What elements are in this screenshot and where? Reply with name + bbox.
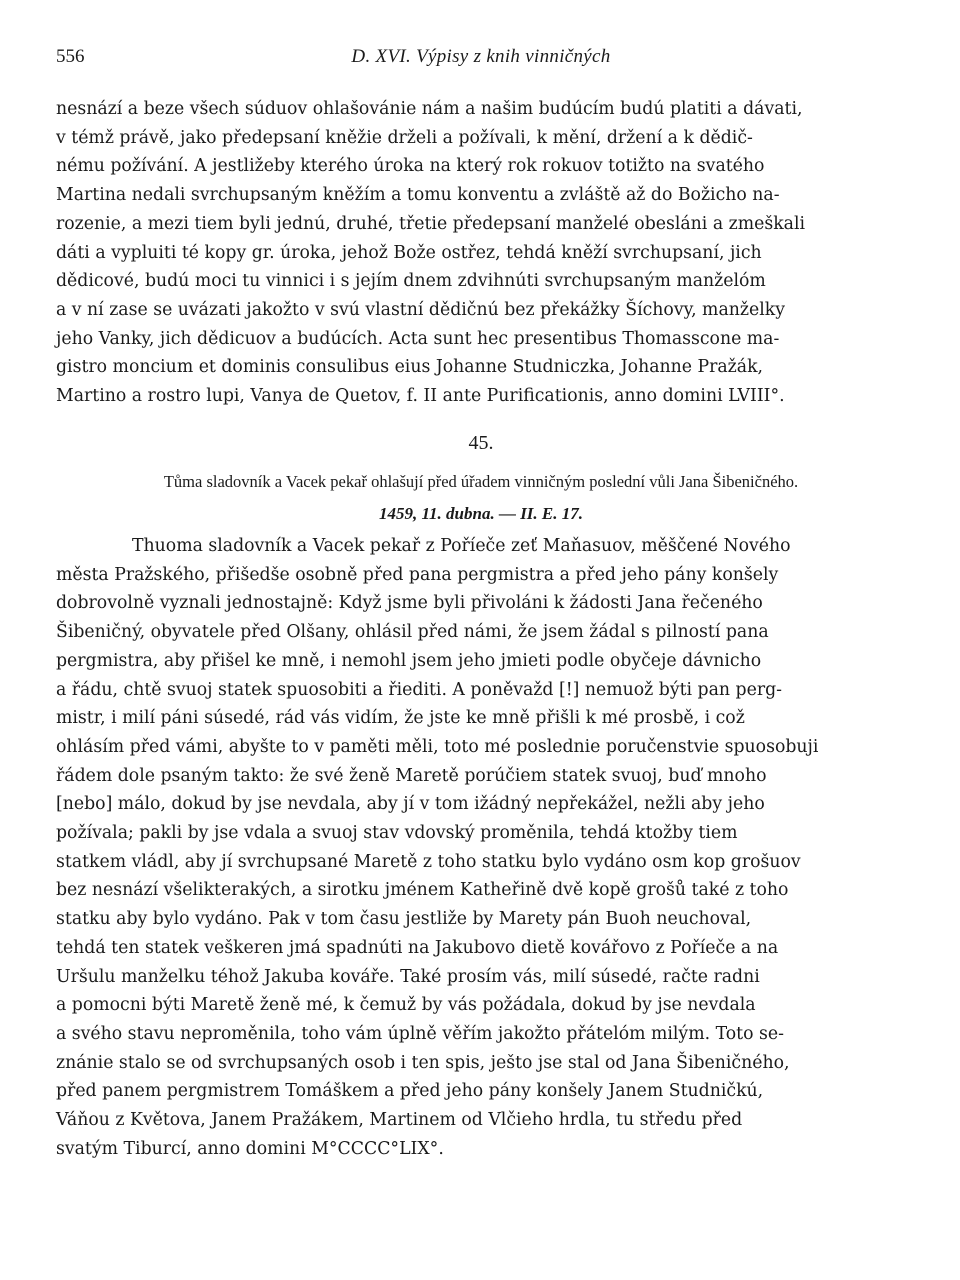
text-line: bez nesnází všelikterakých, a sirotku jménem Katheřině dvě kopě grošů také z toho <box>56 880 789 901</box>
text-line: Váňou z Květova, Janem Pražákem, Martinem od Vlčieho hrdla, tu středu před <box>56 1110 743 1131</box>
page-number: 556 <box>56 46 85 67</box>
text-line: Uršulu manželku téhož Jakuba kováře. Také prosím vás, milí súsedé, račte radni <box>56 966 760 987</box>
text-line: a řádu, chtě svuoj statek spuosobiti a řiediti. A poněvažd [!] nemuož býti pan perg- <box>56 679 782 700</box>
text-line: jeho Vanky, jich dědicuov a budúcích. Acta sunt hec presentibus Thomasscone ma- <box>56 328 780 349</box>
running-head: D. XVI. Výpisy z knih vinničných <box>351 46 611 67</box>
text-line: dáti a vypluiti té kopy gr. úroka, jehož Bože ostřez, tehdá kněží svrchupsaní, jich <box>56 242 762 263</box>
text-line: Martino a rostro lupi, Vanya de Quetov, f. II ante Purificationis, anno domini LVIII°. <box>56 386 785 407</box>
text-line: tehdá ten statek veškeren jmá spadnúti na Jakubovo dietě kovářovo z Poříeče a na <box>56 937 779 958</box>
document-date: 1459, 11. dubna. — II. E. 17. <box>378 504 584 523</box>
document-number: 45. <box>468 432 494 454</box>
text-line: [nebo] málo, dokud by jse nevdala, aby jí v tom ižádný nepřekážel, nežli aby jeho <box>56 794 765 815</box>
text-line: a svého stavu neproměnila, toho vám úplně věřím jakožto přátelóm milým. Toto se- <box>56 1023 784 1044</box>
text-line: nému požívání. A jestližeby kterého úroka na který rok rokuov totižto na svatého <box>56 156 765 177</box>
text-line: v témž právě, jako předepsaní kněžie drželi a požívali, k mění, držení a k dědič- <box>56 127 753 148</box>
text-line: a pomocni býti Maretě ženě mé, k čemuž by vás požádala, dokud by jse nevdala <box>56 995 756 1016</box>
text-line: statkem vládl, aby jí svrchupsané Maretě z toho statku bylo vydáno osm kop grošuov <box>56 851 801 872</box>
paragraph-2 <box>56 532 906 1163</box>
text-line: pergmistra, aby přišel ke mně, i nemohl jsem jeho jmieti podle obyčeje dávnicho <box>56 650 762 671</box>
text-line: dobrovolně vyznali jednostajně: Když jsme byli přivoláni k žádosti Jana řečeného <box>56 593 763 614</box>
text-line: dědicové, budú moci tu vinnici i s jejím dnem zdvihnúti svrchupsaným manželóm <box>56 271 766 292</box>
page-header <box>56 46 906 74</box>
text-line: statku aby bylo vydáno. Pak v tom času jestliže by Marety pán Buoh neuchoval, <box>56 909 752 930</box>
text-line: nesnází a beze všech súduov ohlašovánie nám a našim budúcím budú platiti a dávati, <box>56 99 803 119</box>
text-line: řádem dole psaným takto: že své ženě Maretě porúčiem statek svuoj, buď mnoho <box>56 765 767 786</box>
text-line: města Pražského, přišedše osobně před pana pergmistra a před jeho pány konšely <box>56 564 779 585</box>
text-line: požívala; pakli by jse vdala a svuoj stav vdovský proměnila, tehdá ktožby tiem <box>56 823 738 844</box>
text-line: znánie stalo se od svrchupsaných osob i ten spis, ješto jse stal od Jana Šibeničného, <box>56 1052 790 1073</box>
text-line: svatým Tiburcí, anno domini M°CCCC°LIX°. <box>56 1138 444 1159</box>
document-summary: Tůma sladovník a Vacek pekař ohlašují před úřadem vinničným poslední vůli Jana Šibeničného. <box>163 472 799 491</box>
text-line: Šibeničný, obyvatele před Olšany, ohlásil před námi, že jsem žádal s pilností pana <box>56 622 769 643</box>
text-line: ohlásím před vámi, abyšte to v paměti měli, toto mé poslednie poručenstvie spuosobuji <box>56 736 819 757</box>
text-line: a v ní zase se uvázati jakožto v svú vlastní dědičnú bez překážky Šíchovy, manželky <box>56 299 785 320</box>
text-line: Martina nedali svrchupsaným kněžím a tomu konventu a zvláště až do Božicho na- <box>56 185 780 206</box>
text-line: gistro moncium et dominis consulibus eius Johanne Studniczka, Johanne Pražák, <box>56 357 764 378</box>
text-line: mistr, i milí páni súsedé, rád vás vidím, že jste ke mně přišli k mé prosbě, i což <box>56 708 745 729</box>
text-line: Thuoma sladovník a Vacek pekař z Poříeče zeť Maňasuov, měščené Nového <box>132 536 791 556</box>
paragraph-1 <box>56 95 906 411</box>
text-line: před panem pergmistrem Tomáškem a před jeho pány konšely Janem Studničkú, <box>56 1081 764 1102</box>
text-line: rozenie, a mezi tiem byli jednú, druhé, třetie předepsaní manželé obesláni a zmeškali <box>56 213 806 234</box>
